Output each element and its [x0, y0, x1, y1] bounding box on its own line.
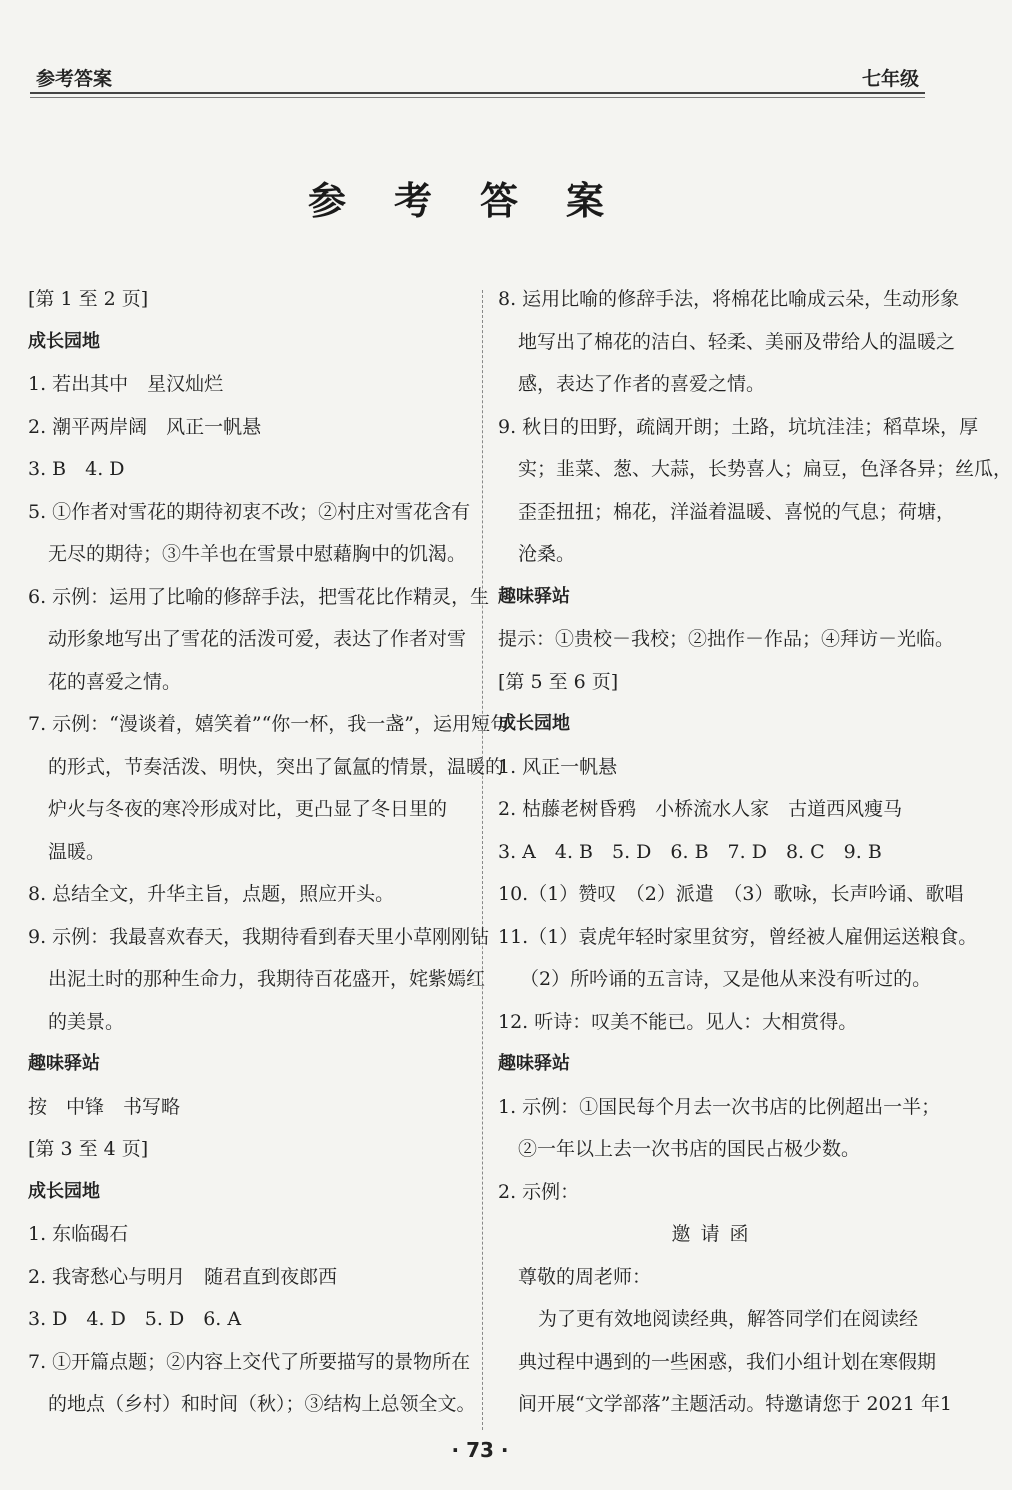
answer-line: 实；韭菜、葱、大蒜，长势喜人；扁豆，色泽各异；丝瓜，: [518, 458, 1012, 480]
answer-line: [第 5 至 6 页]: [498, 670, 619, 693]
answer-line: 7. ①开篇点题；②内容上交代了所要描写的景物所在: [28, 1350, 471, 1373]
answer-line: 3. D 4. D 5. D 6. A: [28, 1308, 242, 1330]
answer-line: 5. ①作者对雪花的期待初衷不改；②村庄对雪花含有: [28, 500, 471, 523]
answer-line: 1. 若出其中 星汉灿烂: [28, 373, 224, 395]
section-heading: 成长园地: [498, 713, 570, 734]
answer-line: 8. 运用比喻的修辞手法，将棉花比喻成云朵，生动形象: [498, 288, 960, 310]
answer-line: 3. A 4. B 5. D 6. B 7. D 8. C 9. B: [498, 840, 882, 863]
left-column: [28, 278, 510, 1426]
answer-line: 1. 风正一帆悬: [498, 755, 618, 778]
section-heading: 成长园地: [28, 1180, 100, 1202]
page-title: 参考答案: [307, 179, 652, 223]
answer-line: 按 中锋 书写略: [28, 1095, 181, 1118]
answer-line: 9. 秋日的田野，疏阔开朗；土路，坑坑洼洼；稻草垛，厚: [498, 415, 979, 438]
section-heading: 趣味驿站: [28, 1053, 100, 1074]
answer-line: 尊敬的周老师：: [518, 1265, 652, 1288]
answer-line: 2. 示例：: [498, 1180, 580, 1203]
answer-line: 动形象地写出了雪花的活泼可爱，表达了作者对雪: [48, 628, 467, 650]
answer-line: 10.（1）赞叹 （2）派遣 （3）歌咏，长声吟诵、歌唱: [498, 883, 964, 905]
header-left-label: 参考答案: [36, 68, 113, 90]
page-number: · 73 ·: [451, 1438, 509, 1462]
answer-line: 温暖。: [48, 840, 106, 863]
answer-line: 的美景。: [48, 1010, 125, 1033]
answer-line: 8. 总结全文，升华主旨，点题，照应开头。: [28, 883, 395, 905]
header-rule: [30, 97, 925, 98]
answer-line: 沧桑。: [518, 543, 576, 565]
section-heading: 趣味驿站: [498, 1053, 570, 1074]
answer-line: [第 3 至 4 页]: [28, 1138, 149, 1160]
answer-line: 1. 东临碣石: [28, 1223, 129, 1245]
column-divider: [482, 290, 483, 1430]
answer-line: 炉火与冬夜的寒冷形成对比，更凸显了冬日里的: [48, 798, 448, 820]
answer-line: 花的喜爱之情。: [48, 670, 182, 693]
answer-line: 提示：①贵校－我校；②拙作－作品；④拜访－光临。: [498, 628, 955, 650]
answer-line: 3. B 4. D: [28, 458, 125, 480]
answer-line: [第 1 至 2 页]: [28, 288, 149, 310]
answer-line: 地写出了棉花的洁白、轻柔、美丽及带给人的温暖之: [518, 330, 956, 353]
answer-line: 无尽的期待；③牛羊也在雪景中慰藉胸中的饥渴。: [48, 543, 467, 565]
answer-line: 感，表达了作者的喜爱之情。: [518, 373, 766, 395]
answer-line: 出泥土时的那种生命力，我期待百花盛开，姹紫嫣红: [48, 968, 486, 990]
answer-line: 间开展“文学部落”主题活动。特邀请您于 2021 年1: [518, 1393, 952, 1415]
right-column: [498, 278, 1012, 1426]
answer-line: （2）所吟诵的五言诗，又是他从来没有听过的。: [520, 968, 932, 990]
answer-line: 1. 示例：①国民每个月去一次书店的比例超出一半；: [498, 1095, 941, 1118]
answer-line: 的形式，节奏活泼、明快，突出了氤氲的情景，温暖的: [48, 755, 505, 778]
answer-line: 邀请函: [671, 1223, 759, 1245]
page-header: [30, 60, 925, 94]
answer-line: 2. 我寄愁心与明月 随君直到夜郎西: [28, 1265, 338, 1288]
header-right-label: 七年级: [861, 68, 919, 90]
answer-line: 的地点（乡村）和时间（秋）；③结构上总领全文。: [48, 1393, 476, 1415]
answer-line: 2. 枯藤老树昏鸦 小桥流水人家 古道西风瘦马: [498, 798, 903, 820]
answer-line: 2. 潮平两岸阔 风正一帆悬: [28, 415, 262, 438]
answer-line: 为了更有效地阅读经典，解答同学们在阅读经: [538, 1308, 919, 1330]
answer-line: 12. 听诗：叹美不能已。见人：大相赏得。: [498, 1010, 858, 1033]
answer-line: 典过程中遇到的一些困惑，我们小组计划在寒假期: [518, 1350, 937, 1373]
answer-line: 6. 示例：运用了比喻的修辞手法，把雪花比作精灵，生: [28, 585, 490, 608]
section-heading: 趣味驿站: [498, 585, 570, 607]
answer-line: 歪歪扭扭；棉花，洋溢着温暖、喜悦的气息；荷塘，: [518, 500, 956, 523]
answer-line: 11.（1）袁虎年轻时家里贫穷，曾经被人雇佣运送粮食。: [498, 925, 978, 948]
answer-line: 7. 示例：“漫谈着，嬉笑着”“你一杯，我一盏”，运用短句: [28, 713, 510, 735]
section-heading: 成长园地: [28, 330, 100, 352]
answer-line: 9. 示例：我最喜欢春天，我期待看到春天里小草刚刚钻: [28, 925, 490, 948]
answer-line: ②一年以上去一次书店的国民占极少数。: [518, 1138, 861, 1160]
